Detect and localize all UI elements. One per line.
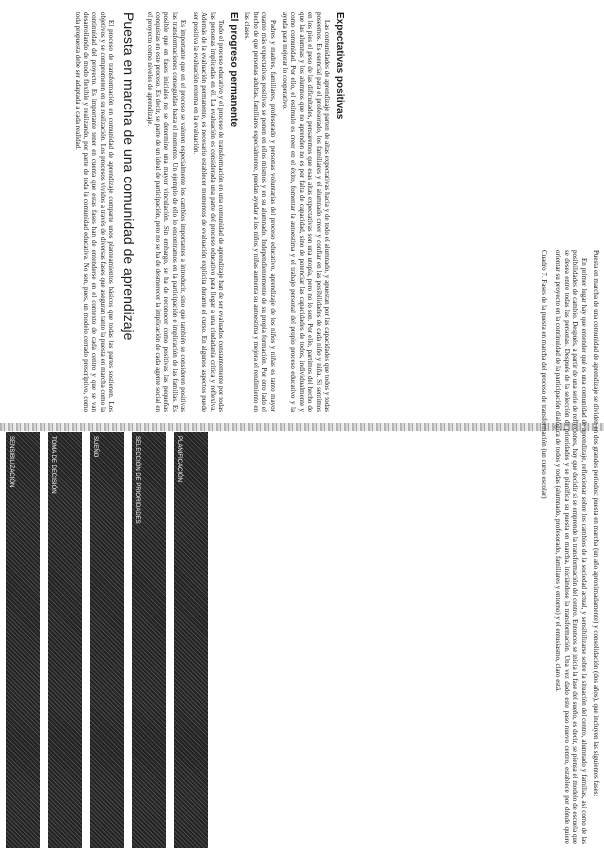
- paragraph: Padres y madres, familiares, profesorado y personas voluntarias del proceso educativo, aprendizaje de los niños y niñas es tanto mayor cuanto más expectativas positivas se ponen en ellos mismos y en su alumnado. Independientemente de su propia formación. Por otro lado el hecho de que personas adultas, familiares especialmente, puedan ayudar a los niños y niñas aumenta su autoestima y mejora el rendimiento en las clases.: [243, 12, 277, 412]
- paragraph: En primer lugar hay que entender qué es una comunidad de aprendizaje, reflexionar sobre los cambios de la sociedad actual, y sensibilizarse sobre la situación del centro, alumnado y familias, así como de las posibilidades de cambio. Después, a partir de una serie de reflexiones, hay que decidir si se emprende la transformación del centro. Entonces se inicia la fase del sueño, es decir, se piensa el modelo de escuela que se desea entre todas las personas. Después de la selección de prioridades y se planifica su puesta en marcha, iniciándose la transformación. Una vez dado este paso nuevo centro, establece por dónde quiere orientar su proyecto en la continuidad de la participación dialógica de todos y todas (alumnado, profesorado, familiares y entorno) y el entusiasmo, claro está.: [554, 250, 588, 844]
- phase-label: PLANIFICACIÓN: [176, 436, 182, 483]
- phase-label: TOMA DE DECISIÓN: [50, 436, 56, 494]
- phase-label: SELECCIÓN DE PRIORIDADES: [134, 436, 140, 524]
- phase-bar-seleccion-prioridades: [132, 432, 166, 848]
- figure-caption: Cuadro 7. Fases de la puesta en marcha del proceso de transformación (un curso escolar): [539, 250, 548, 499]
- section-heading-puesta-en-marcha: Puesta en marcha de una comunidad de aprendizaje: [121, 12, 138, 341]
- paragraph: Es importante que en el proceso se valoren especialmente los cambios importantes a introducir, sino que también se consideren positivas las transformaciones conseguidas hasta el momento. Un ejemplo de ello lo encontramos en la participación e implicación de las familias. Es posible que en fases iniciales no se determine una mayor vinculación. Sin embargo, se ha de reconocer como positivas las pequeñas conquistas en este proceso. Es decir, se parte de un ideal de participación, pero no se ha de desmerecer la implicación de cada agente social en el proyecto como niveles de aprendizaje.: [145, 12, 188, 412]
- phase-bar-sensibilizacion: [6, 432, 40, 848]
- phases-figure: [0, 432, 604, 848]
- section-heading-expectativas: Expectativas positivas: [334, 12, 345, 120]
- paragraph: Puesta en marcha de una comunidad de aprendizaje se dividen en dos grandes períodos: puesta en marcha (un año aproximadamente) y consolidación (dos años), que incluyen las siguientes fases:: [592, 250, 600, 797]
- phase-bar-toma-decision: [48, 432, 82, 848]
- phase-bar-sueno: [90, 432, 124, 848]
- paragraph: El proceso de transformación en comunidad de aprendizaje comparte unos planteamientos básicos que todas las partes sostienen. Los objetivos y se comprometen en su realización. Los procesos vividos a través de diversas fases que aseguran tanto la puesta en marcha como la continuidad del proyecto. Es importante tener en cuenta que estas fases han de entenderse en el contexto de cada centro y que se van desarrollando de modo flexible y realizando, por parte de toda la comunidad educativa. No son, pues, un modelo cerrado prescriptivo, como toda propuesta debe ser adaptada a cada realidad.: [73, 12, 116, 412]
- phase-label: SUEÑO: [92, 436, 98, 458]
- phase-label: SENSIBILIZACIÓN: [8, 436, 14, 488]
- paragraph: Las comunidades de aprendizaje parten de altas expectativas hacia y de todo el alumnado, y apuestan por las capacidades que todos y todas poseemos. Es esencial para el profesorado, los familiares y el alumnado creer y confiar en las posibilidades de cada niño y niña. Si sentimos en los pies el peso de las dificultades, pensaremos que esas altas expectativas son una utopía, pero no lo son. Por ello, partimos del hecho de que las alumnas y los alumnos que no aprenden no es por falta de capacidad, sino de potenciar las capacidades de todos, individualmente y como comunidad. Por ello, el estímulo es creer en el éxito, fomentar la autoestima y el trabajo personal del propio proceso educativo y la ayuda para mejorar lo cooperativo.: [280, 12, 331, 412]
- left-page-text: [73, 12, 345, 412]
- phase-bar-planificacion: [174, 432, 208, 848]
- section-heading-progreso: El progreso permanente: [227, 12, 239, 128]
- paragraph: Todo el proceso educativo y el proceso de transformación en una comunidad de aprendizaje han de ser evaluados constantemente por todas las personas implicadas en él. La evaluación es considerada una parte del proceso educativo para llegar a una ciudadanía crítica y reflexiva. Además de la evaluación permanente, es necesario establecer momentos de evaluación explícita durante el curso. En algunos aspectos puede ser positiva la evaluación externa en la evaluación.: [191, 12, 225, 412]
